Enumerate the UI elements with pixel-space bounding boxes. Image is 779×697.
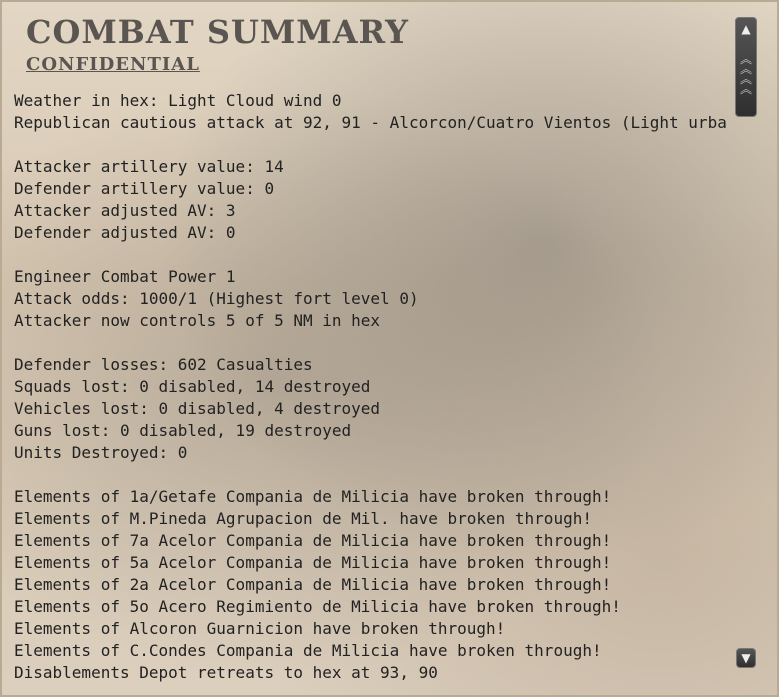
log-line: Disablements Depot retreats to hex at 93, 90 [14, 663, 438, 682]
log-line: Weather in hex: Light Cloud wind 0 [14, 91, 342, 110]
header [26, 12, 409, 75]
log-line: Elements of 5a Acelor Compania de Milicia have broken through! [14, 553, 612, 572]
combat-log [14, 90, 777, 684]
log-line: Elements of C.Condes Compania de Milicia have broken through! [14, 641, 602, 660]
log-line: Squads lost: 0 disabled, 14 destroyed [14, 377, 371, 396]
log-line: Attacker now controls 5 of 5 NM in hex [14, 311, 381, 330]
log-line: Attack odds: 1000/1 (Highest fort level 0) [14, 289, 419, 308]
log-line: Defender artillery value: 0 [14, 179, 275, 198]
page-up-chevron: ︽ [739, 82, 752, 96]
log-line [14, 244, 777, 266]
page-up-chevron: ︽ [739, 72, 752, 86]
log-line: Elements of M.Pineda Agrupacion de Mil. have broken through! [14, 509, 592, 528]
log-line [14, 464, 777, 486]
log-line: Elements of Alcoron Guarnicion have broken through! [14, 619, 506, 638]
log-line: Elements of 7a Acelor Compania de Milicia have broken through! [14, 531, 612, 550]
page-up-chevron: ︽ [739, 62, 752, 76]
scrollbar-top-controls[interactable] [735, 17, 757, 117]
scroll-up-icon[interactable]: ▲ [741, 22, 751, 36]
log-line: Attacker artillery value: 14 [14, 157, 284, 176]
log-line: Elements of 5o Acero Regimiento de Milicia have broken through! [14, 597, 621, 616]
log-line: Engineer Combat Power 1 [14, 267, 236, 286]
log-line: Elements of 1a/Getafe Compania de Milicia have broken through! [14, 487, 612, 506]
log-line [14, 134, 777, 156]
log-line: Attacker adjusted AV: 3 [14, 201, 236, 220]
page-up-chevron: ︽ [739, 52, 752, 66]
page-title: COMBAT SUMMARY [26, 13, 409, 51]
log-line: Units Destroyed: 0 [14, 443, 188, 462]
log-line [14, 332, 777, 354]
log-line: Guns lost: 0 disabled, 19 destroyed [14, 421, 352, 440]
log-line: Republican cautious attack at 92, 91 - Alcorcon/Cuatro Vientos (Light urba [14, 113, 727, 132]
page-up-icon[interactable] [737, 38, 755, 110]
log-line: Defender losses: 602 Casualties [14, 355, 313, 374]
log-line: Vehicles lost: 0 disabled, 4 destroyed [14, 399, 381, 418]
scroll-down-icon[interactable]: ▼ [736, 648, 756, 668]
log-line: Elements of 2a Acelor Compania de Milicia have broken through! [14, 575, 612, 594]
confidential-label: CONFIDENTIAL [26, 54, 200, 75]
log-line: Defender adjusted AV: 0 [14, 223, 236, 242]
